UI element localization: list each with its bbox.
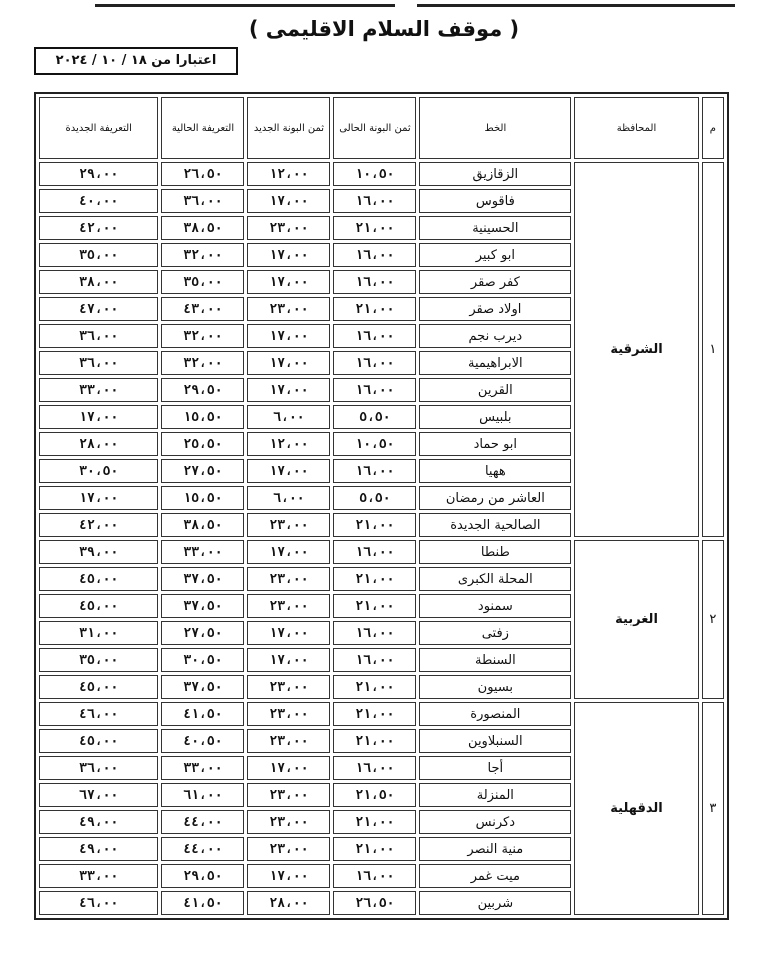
new-fuel-cell: ٢٣،٠٠ — [247, 837, 330, 861]
line-cell: ديرب نجم — [419, 324, 571, 348]
col-header-new-fare: التعريفة الجديدة — [39, 97, 158, 159]
new-fare-cell: ٢٩،٠٠ — [39, 162, 158, 186]
line-cell: المحلة الكبرى — [419, 567, 571, 591]
new-fuel-cell: ١٧،٠٠ — [247, 756, 330, 780]
new-fare-cell: ٦٧،٠٠ — [39, 783, 158, 807]
governorate-cell: الشرقية — [574, 162, 698, 537]
current-fare-cell: ٤٤،٠٠ — [161, 810, 244, 834]
current-fare-cell: ٤٠،٥٠ — [161, 729, 244, 753]
line-cell: شربين — [419, 891, 571, 915]
new-fuel-cell: ١٧،٠٠ — [247, 648, 330, 672]
governorate-cell: الدقهلية — [574, 702, 698, 915]
new-fuel-cell: ٢٣،٠٠ — [247, 297, 330, 321]
line-cell: الصالحية الجديدة — [419, 513, 571, 537]
current-fare-cell: ٣٦،٠٠ — [161, 189, 244, 213]
line-cell: بسيون — [419, 675, 571, 699]
new-fare-cell: ٣٥،٠٠ — [39, 243, 158, 267]
col-header-line: الخط — [419, 97, 571, 159]
new-fare-cell: ٣١،٠٠ — [39, 621, 158, 645]
old-fuel-cell: ٢٦،٥٠ — [333, 891, 416, 915]
line-cell: كفر صقر — [419, 270, 571, 294]
new-fuel-cell: ٢٣،٠٠ — [247, 729, 330, 753]
group-index: ٢ — [702, 540, 724, 699]
old-fuel-cell: ٢١،٠٠ — [333, 216, 416, 240]
line-cell: السنبلاوين — [419, 729, 571, 753]
old-fuel-cell: ١٦،٠٠ — [333, 864, 416, 888]
current-fare-cell: ٢٦،٥٠ — [161, 162, 244, 186]
current-fare-cell: ٣٢،٠٠ — [161, 243, 244, 267]
current-fare-cell: ٤٤،٠٠ — [161, 837, 244, 861]
old-fuel-cell: ١٦،٠٠ — [333, 459, 416, 483]
new-fuel-cell: ١٧،٠٠ — [247, 351, 330, 375]
old-fuel-cell: ١٠،٥٠ — [333, 432, 416, 456]
new-fare-cell: ٤٥،٠٠ — [39, 594, 158, 618]
current-fare-cell: ٣٨،٥٠ — [161, 513, 244, 537]
new-fuel-cell: ٢٣،٠٠ — [247, 675, 330, 699]
page-title: ( موقف السلام الاقليمى ) — [248, 17, 520, 41]
group-index: ١ — [702, 162, 724, 537]
line-cell: القرين — [419, 378, 571, 402]
line-cell: الحسينية — [419, 216, 571, 240]
old-fuel-cell: ٢١،٠٠ — [333, 810, 416, 834]
new-fuel-cell: ١٧،٠٠ — [247, 621, 330, 645]
current-fare-cell: ٤١،٥٠ — [161, 891, 244, 915]
new-fare-cell: ٤٥،٠٠ — [39, 567, 158, 591]
current-fare-cell: ٣٣،٠٠ — [161, 756, 244, 780]
col-header-current-fare: التعريفة الحالية — [161, 97, 244, 159]
line-cell: المنصورة — [419, 702, 571, 726]
old-fuel-cell: ٢١،٠٠ — [333, 513, 416, 537]
line-cell: طنطا — [419, 540, 571, 564]
line-cell: الابراهيمية — [419, 351, 571, 375]
old-fuel-cell: ١٦،٠٠ — [333, 756, 416, 780]
new-fare-cell: ٣٩،٠٠ — [39, 540, 158, 564]
new-fare-cell: ٤٥،٠٠ — [39, 675, 158, 699]
old-fuel-cell: ١٦،٠٠ — [333, 648, 416, 672]
new-fuel-cell: ١٧،٠٠ — [247, 459, 330, 483]
old-fuel-cell: ٢١،٥٠ — [333, 783, 416, 807]
new-fare-cell: ٤٢،٠٠ — [39, 513, 158, 537]
current-fare-cell: ٣٨،٥٠ — [161, 216, 244, 240]
top-rule-gap — [395, 0, 417, 10]
current-fare-cell: ٢٥،٥٠ — [161, 432, 244, 456]
line-cell: ميت غمر — [419, 864, 571, 888]
old-fuel-cell: ١٦،٠٠ — [333, 324, 416, 348]
new-fare-cell: ٣٦،٠٠ — [39, 756, 158, 780]
new-fuel-cell: ٢٨،٠٠ — [247, 891, 330, 915]
table-row — [39, 702, 724, 726]
col-header-index: م — [702, 97, 724, 159]
old-fuel-cell: ٢١،٠٠ — [333, 567, 416, 591]
line-cell: العاشر من رمضان — [419, 486, 571, 510]
new-fare-cell: ٣٣،٠٠ — [39, 864, 158, 888]
old-fuel-cell: ١٦،٠٠ — [333, 351, 416, 375]
current-fare-cell: ٣٧،٥٠ — [161, 567, 244, 591]
old-fuel-cell: ٢١،٠٠ — [333, 675, 416, 699]
current-fare-cell: ٤٣،٠٠ — [161, 297, 244, 321]
new-fare-cell: ٢٨،٠٠ — [39, 432, 158, 456]
current-fare-cell: ٣٣،٠٠ — [161, 540, 244, 564]
new-fare-cell: ٤٦،٠٠ — [39, 702, 158, 726]
old-fuel-cell: ٢١،٠٠ — [333, 594, 416, 618]
current-fare-cell: ٣٧،٥٠ — [161, 594, 244, 618]
old-fuel-cell: ٥،٥٠ — [333, 405, 416, 429]
new-fare-cell: ٣٠،٥٠ — [39, 459, 158, 483]
current-fare-cell: ٢٧،٥٠ — [161, 459, 244, 483]
old-fuel-cell: ١٦،٠٠ — [333, 189, 416, 213]
new-fuel-cell: ٢٣،٠٠ — [247, 513, 330, 537]
new-fuel-cell: ٢٣،٠٠ — [247, 783, 330, 807]
new-fuel-cell: ١٧،٠٠ — [247, 864, 330, 888]
new-fuel-cell: ١٧،٠٠ — [247, 540, 330, 564]
old-fuel-cell: ١٦،٠٠ — [333, 621, 416, 645]
current-fare-cell: ٣٧،٥٠ — [161, 675, 244, 699]
current-fare-cell: ٣٢،٠٠ — [161, 351, 244, 375]
new-fare-cell: ٣٣،٠٠ — [39, 378, 158, 402]
old-fuel-cell: ١٦،٠٠ — [333, 270, 416, 294]
old-fuel-cell: ٥،٥٠ — [333, 486, 416, 510]
new-fare-cell: ٤٢،٠٠ — [39, 216, 158, 240]
current-fare-cell: ١٥،٥٠ — [161, 405, 244, 429]
current-fare-cell: ٣٠،٥٠ — [161, 648, 244, 672]
fare-table — [34, 92, 729, 920]
effective-date-box: اعتبارا من ١٨ / ١٠ / ٢٠٢٤ — [34, 47, 238, 75]
old-fuel-cell: ١٠،٥٠ — [333, 162, 416, 186]
current-fare-cell: ٦١،٠٠ — [161, 783, 244, 807]
col-header-new-fuel: ثمن البونة الجديد — [247, 97, 330, 159]
new-fare-cell: ٤٥،٠٠ — [39, 729, 158, 753]
new-fuel-cell: ١٧،٠٠ — [247, 189, 330, 213]
line-cell: الزقازيق — [419, 162, 571, 186]
new-fuel-cell: ٢٣،٠٠ — [247, 216, 330, 240]
line-cell: منية النصر — [419, 837, 571, 861]
new-fare-cell: ١٧،٠٠ — [39, 486, 158, 510]
current-fare-cell: ٢٩،٥٠ — [161, 378, 244, 402]
line-cell: زفتى — [419, 621, 571, 645]
line-cell: ههيا — [419, 459, 571, 483]
line-cell: دكرنس — [419, 810, 571, 834]
new-fare-cell: ٤٠،٠٠ — [39, 189, 158, 213]
line-cell: أجا — [419, 756, 571, 780]
line-cell: السنطة — [419, 648, 571, 672]
new-fare-cell: ٣٥،٠٠ — [39, 648, 158, 672]
line-cell: فاقوس — [419, 189, 571, 213]
new-fuel-cell: ٢٣،٠٠ — [247, 810, 330, 834]
col-header-governorate: المحافظة — [574, 97, 698, 159]
governorate-cell: الغربية — [574, 540, 698, 699]
new-fare-cell: ٤٩،٠٠ — [39, 837, 158, 861]
fare-table-body — [39, 162, 724, 915]
new-fuel-cell: ١٢،٠٠ — [247, 432, 330, 456]
new-fuel-cell: ١٢،٠٠ — [247, 162, 330, 186]
current-fare-cell: ١٥،٥٠ — [161, 486, 244, 510]
new-fare-cell: ٤٧،٠٠ — [39, 297, 158, 321]
group-index: ٣ — [702, 702, 724, 915]
old-fuel-cell: ٢١،٠٠ — [333, 702, 416, 726]
current-fare-cell: ٤١،٥٠ — [161, 702, 244, 726]
new-fare-cell: ٣٦،٠٠ — [39, 351, 158, 375]
line-cell: اولاد صقر — [419, 297, 571, 321]
new-fuel-cell: ٦،٠٠ — [247, 486, 330, 510]
new-fuel-cell: ١٧،٠٠ — [247, 270, 330, 294]
new-fuel-cell: ١٧،٠٠ — [247, 378, 330, 402]
new-fare-cell: ١٧،٠٠ — [39, 405, 158, 429]
new-fare-cell: ٤٩،٠٠ — [39, 810, 158, 834]
old-fuel-cell: ٢١،٠٠ — [333, 297, 416, 321]
header-row — [39, 97, 724, 159]
new-fare-cell: ٣٨،٠٠ — [39, 270, 158, 294]
line-cell: ابو كبير — [419, 243, 571, 267]
current-fare-cell: ٢٩،٥٠ — [161, 864, 244, 888]
old-fuel-cell: ١٦،٠٠ — [333, 243, 416, 267]
current-fare-cell: ٣٢،٠٠ — [161, 324, 244, 348]
col-header-old-fuel: ثمن البونة الحالى — [333, 97, 416, 159]
old-fuel-cell: ١٦،٠٠ — [333, 540, 416, 564]
current-fare-cell: ٣٥،٠٠ — [161, 270, 244, 294]
new-fuel-cell: ٢٣،٠٠ — [247, 567, 330, 591]
old-fuel-cell: ٢١،٠٠ — [333, 837, 416, 861]
old-fuel-cell: ١٦،٠٠ — [333, 378, 416, 402]
old-fuel-cell: ٢١،٠٠ — [333, 729, 416, 753]
new-fare-cell: ٤٦،٠٠ — [39, 891, 158, 915]
table-row — [39, 540, 724, 564]
line-cell: ابو حماد — [419, 432, 571, 456]
new-fuel-cell: ٦،٠٠ — [247, 405, 330, 429]
line-cell: بلبيس — [419, 405, 571, 429]
new-fuel-cell: ١٧،٠٠ — [247, 324, 330, 348]
table-row — [39, 162, 724, 186]
line-cell: المنزلة — [419, 783, 571, 807]
new-fuel-cell: ٢٣،٠٠ — [247, 594, 330, 618]
current-fare-cell: ٢٧،٥٠ — [161, 621, 244, 645]
new-fuel-cell: ١٧،٠٠ — [247, 243, 330, 267]
line-cell: سمنود — [419, 594, 571, 618]
new-fare-cell: ٣٦،٠٠ — [39, 324, 158, 348]
new-fuel-cell: ٢٣،٠٠ — [247, 702, 330, 726]
